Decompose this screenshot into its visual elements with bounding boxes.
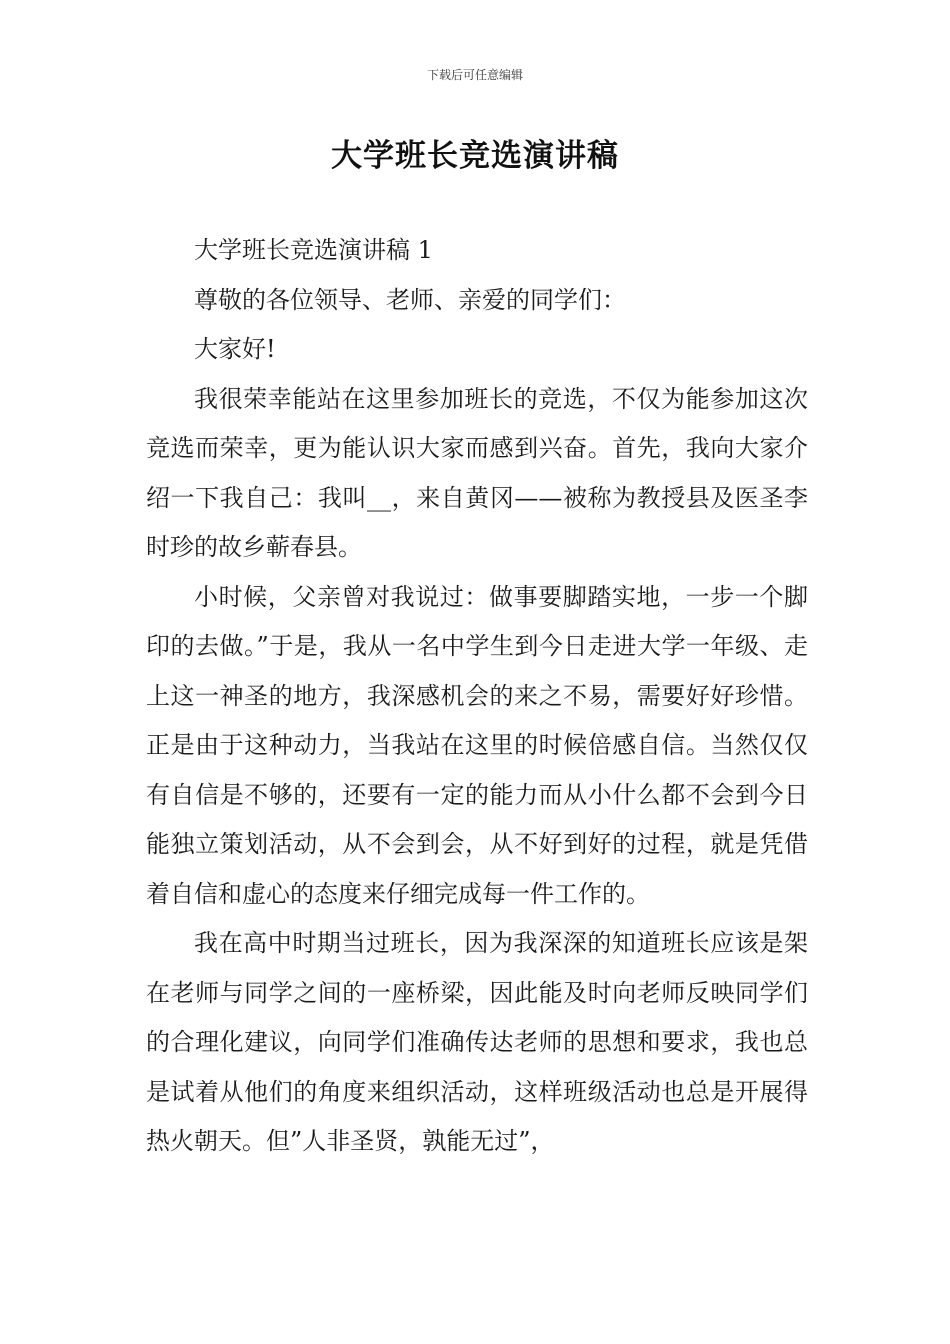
paragraph-introduction: 我很荣幸能站在这里参加班长的竞选，不仅为能参加这次竞选而荣幸，更为能认识大家而感到兴奋。首先，我向大家介绍一下我自己：我叫__，来自黄冈——被称为教授县及医圣李时珍的故乡蕲春县。	[146, 384, 808, 561]
paragraph-experience: 我在高中时期当过班长，因为我深深的知道班长应该是架在老师与同学之间的一座桥梁，因此能及时向老师反映同学们的合理化建议，向同学们准确传达老师的思想和要求，我也总是试着从他们的角度来组织活动，这样班级活动也总是开展得热火朝天。但”人非圣贤，孰能无过”，	[146, 929, 808, 1155]
document-body	[146, 226, 808, 1167]
paragraph-greeting: 大家好!	[194, 335, 276, 363]
document-title: 大学班长竞选演讲稿	[331, 138, 619, 174]
header-note: 下载后可任意编辑	[426, 68, 523, 82]
paragraph-childhood: 小时候，父亲曾对我说过：做事要脚踏实地，一步一个脚印的去做。”于是，我从一名中学生到今日走进大学一年级、走上这一神圣的地方，我深感机会的来之不易，需要好好珍惜。正是由于这种动力，当我站在这里的时候倍感自信。当然仅仅有自信是不够的，还要有一定的能力而从小什么都不会到今日能独立策划活动，从不会到会，从不好到好的过程，就是凭借着自信和虚心的态度来仔细完成每一件工作的。	[146, 582, 808, 908]
paragraph-salutation: 尊敬的各位领导、老师、亲爱的同学们：	[194, 285, 626, 314]
paragraph-subtitle: 大学班长竞选演讲稿 1	[194, 236, 433, 264]
